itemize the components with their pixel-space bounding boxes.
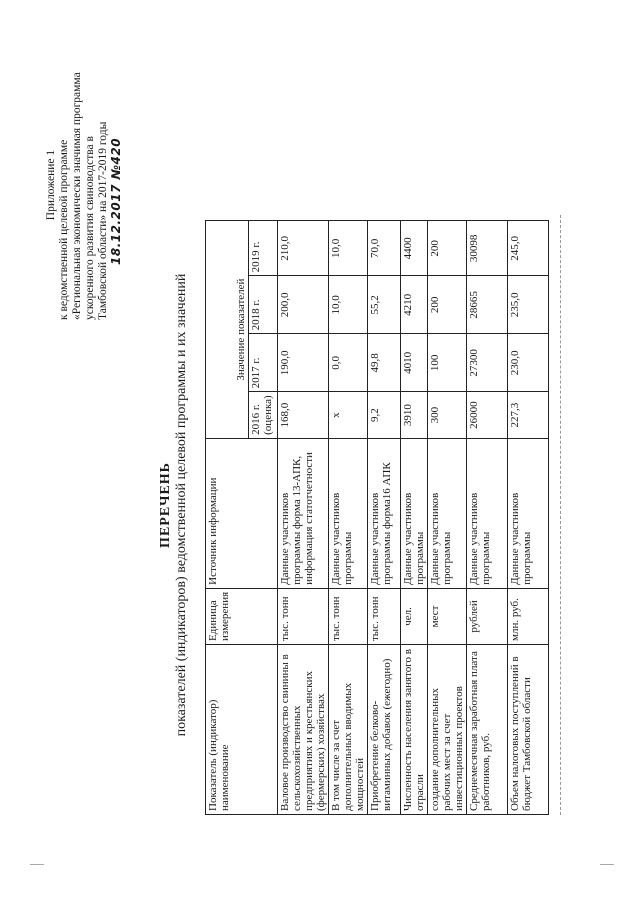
appendix-line-2: к ведомственной целевой программе <box>58 139 70 320</box>
row-source: Данные участников программы форма 13-АПК, информация статотчетности <box>278 438 329 588</box>
row-value-2017: 0,0 <box>329 334 368 392</box>
row-value-2017: 4010 <box>401 334 428 392</box>
row-value-2017: 230,0 <box>508 334 549 392</box>
header-source: Источник информации <box>206 438 278 588</box>
row-value-2018: 4210 <box>401 276 428 334</box>
row-value-2016: x <box>329 392 368 439</box>
row-value-2018: 200,0 <box>278 276 329 334</box>
row-unit: рублей <box>467 588 508 644</box>
row-value-2018: 235,0 <box>508 276 549 334</box>
row-value-2018: 200 <box>428 276 467 334</box>
row-value-2018: 55,2 <box>368 276 401 334</box>
indicators-table <box>205 220 549 815</box>
row-value-2016: 300 <box>428 392 467 439</box>
row-value-2019: 210,0 <box>278 221 329 276</box>
row-value-2016: 26000 <box>467 392 508 439</box>
row-value-2018: 10,0 <box>329 276 368 334</box>
table-row <box>278 221 329 815</box>
title-subtitle: показателей (индикаторов) ведомственной целевой программы и их значений <box>174 273 189 737</box>
row-unit: мест <box>428 588 467 644</box>
header-values: Значение показателей <box>206 221 249 439</box>
row-value-2019: 4400 <box>401 221 428 276</box>
table-row <box>368 221 401 815</box>
table-row <box>428 221 467 815</box>
row-name: Приобретение белково-витаминных добавок (ежегодно) <box>368 645 401 815</box>
row-value-2016: 3910 <box>401 392 428 439</box>
row-value-2017: 100 <box>428 334 467 392</box>
row-unit: млн. руб. <box>508 588 549 644</box>
header-unit: Единица измерения <box>206 588 278 644</box>
table-row <box>467 221 508 815</box>
header-indicator: Показатель (индикатор) наименование <box>206 645 278 815</box>
table-header-row <box>206 221 249 815</box>
row-value-2019: 245,0 <box>508 221 549 276</box>
year-2018: 2018 г. <box>249 276 278 334</box>
row-value-2016: 168,0 <box>278 392 329 439</box>
table-row <box>329 221 368 815</box>
row-value-2017: 27300 <box>467 334 508 392</box>
row-name: Среднемесячная заработная плата работников, руб. <box>467 645 508 815</box>
row-name: Численность населения занятого в отрасли <box>401 645 428 815</box>
row-value-2019: 30098 <box>467 221 508 276</box>
appendix-line-4: ускоренного развития свиноводства в <box>84 136 96 320</box>
row-unit: чел. <box>401 588 428 644</box>
row-source: Данные участников программы <box>329 438 368 588</box>
row-source: Данные участников программы <box>401 438 428 588</box>
row-value-2019: 70,0 <box>368 221 401 276</box>
row-value-2018: 28665 <box>467 276 508 334</box>
handwritten-date-number: 18.12.2017 №420 <box>109 137 123 265</box>
year-2016: 2016 г. (оценка) <box>249 392 278 439</box>
title-perechen: ПЕРЕЧЕНЬ <box>158 462 173 548</box>
appendix-header <box>45 50 123 320</box>
row-value-2016: 9,2 <box>368 392 401 439</box>
row-value-2019: 10,0 <box>329 221 368 276</box>
appendix-line-3: «Региональная экономически значимая программа <box>71 72 83 320</box>
row-name: Валовое производство свинины в сельскохозяйственных предприятиях и крестьянских (фермерских) хозяйствах <box>278 645 329 815</box>
row-value-2019: 200 <box>428 221 467 276</box>
scan-mark <box>30 864 44 865</box>
row-name: Объем налоговых поступлений в бюджет Тамбовской области <box>508 645 549 815</box>
row-unit: тыс. тонн <box>329 588 368 644</box>
row-name: создание дополнительных рабочих мест за счет инвестиционных проектов <box>428 645 467 815</box>
year-2019: 2019 г. <box>249 221 278 276</box>
row-value-2017: 190,0 <box>278 334 329 392</box>
row-value-2017: 49,8 <box>368 334 401 392</box>
appendix-number: Приложение 1 <box>45 149 57 221</box>
table-row <box>401 221 428 815</box>
appendix-line-5: Тамбовской области» на 2017-2019 годы <box>97 121 109 320</box>
row-source: Данные участников программы <box>467 438 508 588</box>
row-unit: тыс. тонн <box>368 588 401 644</box>
row-name: В том числе за счет дополнительных вводимых мощностей <box>329 645 368 815</box>
dashed-divider <box>560 215 561 815</box>
scan-mark <box>600 864 614 865</box>
row-unit: тыс. тонн <box>278 588 329 644</box>
row-source: Данные участников программы <box>428 438 467 588</box>
row-source: Данные участников программы <box>508 438 549 588</box>
document-title <box>158 225 190 785</box>
row-source: Данные участников программы форма16 АПК <box>368 438 401 588</box>
table-row <box>508 221 549 815</box>
year-2017: 2017 г. <box>249 334 278 392</box>
row-value-2016: 227,3 <box>508 392 549 439</box>
